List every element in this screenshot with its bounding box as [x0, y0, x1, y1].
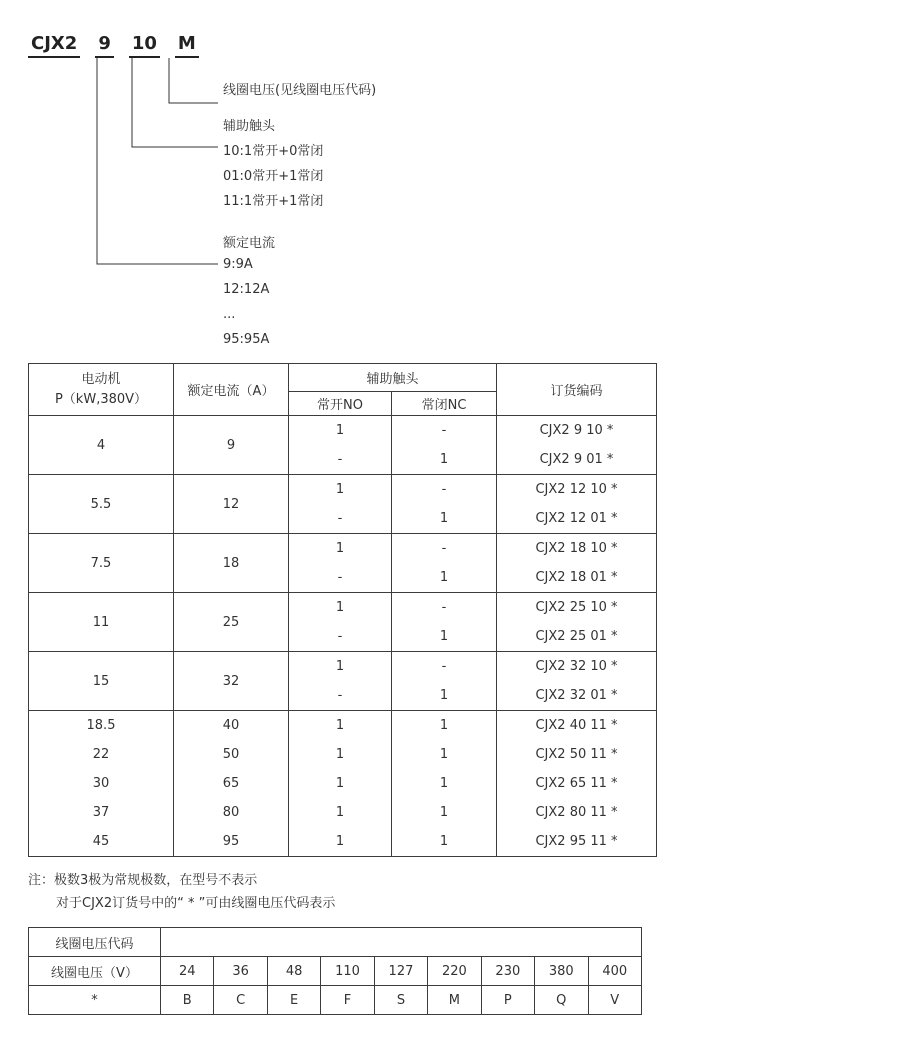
nc-cell: 1	[392, 798, 497, 827]
power-cell: 5.5	[29, 475, 174, 534]
no-cell: -	[289, 445, 392, 475]
nc-cell: 1	[392, 681, 497, 711]
code-cell: S	[374, 986, 427, 1015]
aux-contacts-label: 辅助触头	[223, 119, 276, 134]
order-code-header: 订货编码	[497, 364, 657, 416]
no-header: 常开NO	[289, 392, 392, 416]
header-row-1	[29, 364, 657, 392]
order-code-cell: CJX2 32 10 *	[497, 652, 657, 682]
nc-cell: 1	[392, 769, 497, 798]
star-row-label: *	[29, 986, 161, 1015]
aux-option-11: 11:1常开+1常闭	[223, 194, 324, 209]
voltage-cell: 48	[267, 957, 320, 986]
order-code-cell: CJX2 9 01 *	[497, 445, 657, 475]
no-cell: 1	[289, 798, 392, 827]
table-row	[29, 593, 657, 623]
current-cell: 50	[174, 740, 289, 769]
order-code-cell: CJX2 32 01 *	[497, 681, 657, 711]
nc-cell: 1	[392, 827, 497, 857]
code-cell: C	[214, 986, 267, 1015]
motor-header	[29, 364, 174, 416]
model-part-current: 9	[95, 33, 114, 58]
voltage-cell: 220	[428, 957, 481, 986]
power-cell: 11	[29, 593, 174, 652]
no-cell: 1	[289, 652, 392, 682]
nc-cell: -	[392, 652, 497, 682]
note-line2: 对于CJX2订货号中的“ * ”可由线圈电压代码表示	[56, 896, 336, 911]
table-row	[29, 534, 657, 564]
aux-option-10: 10:1常开+0常闭	[223, 144, 324, 159]
no-cell: 1	[289, 740, 392, 769]
power-cell: 7.5	[29, 534, 174, 593]
power-cell: 18.5	[29, 711, 174, 741]
code-cell: P	[481, 986, 534, 1015]
table-row	[29, 652, 657, 682]
voltage-cell: 230	[481, 957, 534, 986]
current-cell: 80	[174, 798, 289, 827]
nc-cell: 1	[392, 740, 497, 769]
current-cell: 18	[174, 534, 289, 593]
power-cell: 45	[29, 827, 174, 857]
nc-cell: -	[392, 475, 497, 505]
order-code-cell: CJX2 12 01 *	[497, 504, 657, 534]
model-part-series: CJX2	[28, 33, 80, 58]
order-code-cell: CJX2 25 10 *	[497, 593, 657, 623]
coil-voltage-label: 线圈电压(见线圈电压代码)	[223, 83, 377, 98]
table-row	[29, 711, 657, 741]
current-cell: 95	[174, 827, 289, 857]
power-cell: 4	[29, 416, 174, 475]
no-cell: 1	[289, 475, 392, 505]
nc-cell: -	[392, 593, 497, 623]
motor-header-line2: P（kW,380V）	[54, 391, 148, 407]
voltage-cell: 127	[374, 957, 427, 986]
power-cell: 37	[29, 798, 174, 827]
power-cell: 22	[29, 740, 174, 769]
note-line1: 注：极数3极为常规极数，在型号不表示	[28, 873, 258, 888]
order-code-cell: CJX2 9 10 *	[497, 416, 657, 446]
connector-coil-voltage	[169, 58, 218, 103]
no-cell: -	[289, 504, 392, 534]
code-cell: F	[321, 986, 374, 1015]
power-cell: 30	[29, 769, 174, 798]
current-cell: 9	[174, 416, 289, 475]
nc-cell: 1	[392, 711, 497, 741]
order-code-cell: CJX2 50 11 *	[497, 740, 657, 769]
table-row	[29, 769, 657, 798]
voltage-cell: 380	[535, 957, 588, 986]
power-cell: 15	[29, 652, 174, 711]
order-code-cell: CJX2 25 01 *	[497, 622, 657, 652]
coil-table-empty-cell	[161, 928, 642, 957]
rated-current-label: 额定电流	[223, 236, 276, 251]
voltage-cell: 24	[161, 957, 214, 986]
motor-header-line1: 电动机	[81, 372, 121, 387]
no-cell: 1	[289, 416, 392, 446]
nc-cell: 1	[392, 563, 497, 593]
no-cell: 1	[289, 769, 392, 798]
order-code-cell: CJX2 65 11 *	[497, 769, 657, 798]
current-cell: 40	[174, 711, 289, 741]
current-cell: 25	[174, 593, 289, 652]
order-code-cell: CJX2 12 10 *	[497, 475, 657, 505]
aux-contacts-header: 辅助触头	[289, 364, 497, 392]
no-cell: 1	[289, 827, 392, 857]
coil-voltage-table	[28, 927, 642, 1015]
nc-cell: -	[392, 416, 497, 446]
table-row	[29, 957, 642, 986]
table-row	[29, 986, 642, 1015]
voltage-cell: 36	[214, 957, 267, 986]
model-part-aux: 10	[129, 33, 160, 58]
order-code-cell: CJX2 40 11 *	[497, 711, 657, 741]
table-row	[29, 416, 657, 446]
nc-cell: 1	[392, 504, 497, 534]
no-cell: 1	[289, 711, 392, 741]
code-cell: V	[588, 986, 642, 1015]
voltage-cell: 400	[588, 957, 642, 986]
nc-cell: 1	[392, 622, 497, 652]
table-row	[29, 827, 657, 857]
code-cell: Q	[535, 986, 588, 1015]
current-option-12: 12:12A	[223, 282, 270, 297]
current-cell: 12	[174, 475, 289, 534]
current-cell: 65	[174, 769, 289, 798]
table-row	[29, 798, 657, 827]
order-code-cell: CJX2 18 01 *	[497, 563, 657, 593]
current-option-more: ...	[223, 307, 236, 322]
rated-current-header: 额定电流（A）	[174, 364, 289, 416]
current-cell: 32	[174, 652, 289, 711]
code-cell: B	[161, 986, 214, 1015]
table-row	[29, 928, 642, 957]
aux-option-01: 01:0常开+1常闭	[223, 169, 324, 184]
order-code-cell: CJX2 80 11 *	[497, 798, 657, 827]
no-cell: 1	[289, 534, 392, 564]
current-option-9: 9:9A	[223, 257, 253, 272]
order-code-cell: CJX2 18 10 *	[497, 534, 657, 564]
model-part-voltage: M	[175, 33, 199, 58]
order-code-cell: CJX2 95 11 *	[497, 827, 657, 857]
connector-lines	[0, 0, 260, 360]
voltage-cell: 110	[321, 957, 374, 986]
coil-voltage-row-label: 线圈电压（V）	[29, 957, 161, 986]
coil-table-title-cell: 线圈电压代码	[29, 928, 161, 957]
current-option-95: 95:95A	[223, 332, 270, 347]
nc-header: 常闭NC	[392, 392, 497, 416]
no-cell: -	[289, 622, 392, 652]
table-row	[29, 475, 657, 505]
no-cell: -	[289, 681, 392, 711]
selection-table	[28, 363, 657, 857]
code-cell: M	[428, 986, 481, 1015]
nc-cell: 1	[392, 445, 497, 475]
table-row	[29, 740, 657, 769]
no-cell: 1	[289, 593, 392, 623]
no-cell: -	[289, 563, 392, 593]
nc-cell: -	[392, 534, 497, 564]
connector-rated-current	[97, 58, 218, 264]
code-cell: E	[267, 986, 320, 1015]
